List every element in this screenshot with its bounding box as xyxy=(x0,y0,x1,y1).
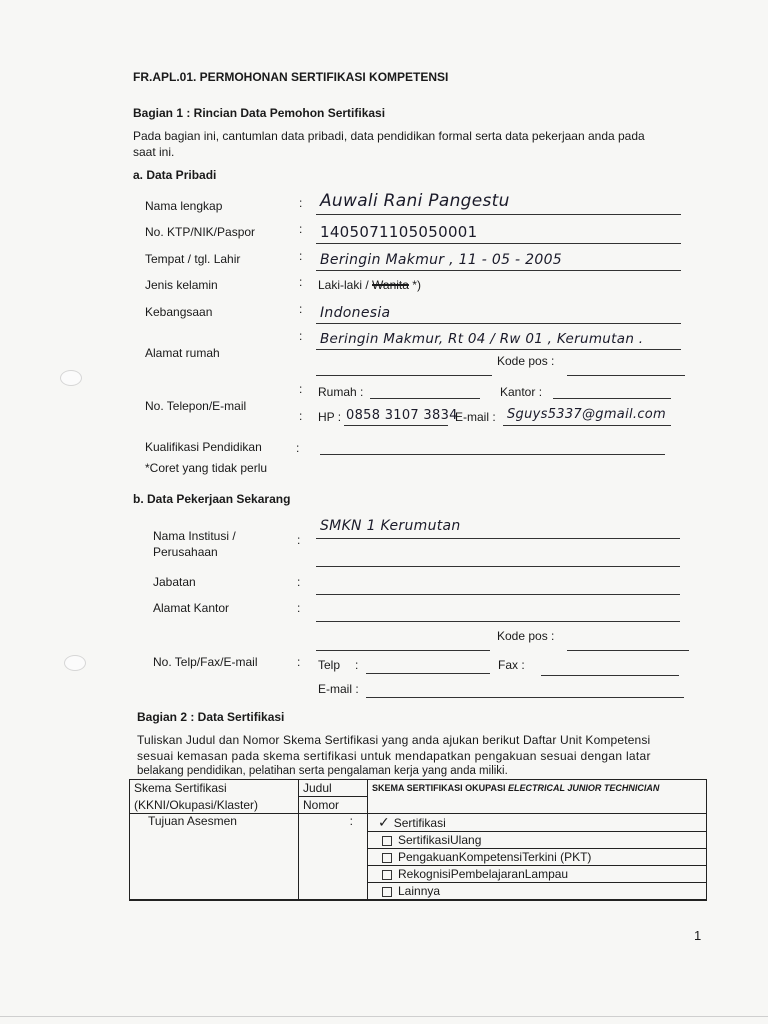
underline-email xyxy=(503,425,671,426)
option-label: Sertifikasi xyxy=(393,816,446,830)
label-kantor: Kantor : xyxy=(500,385,543,399)
subsection-a-heading: a. Data Pribadi xyxy=(133,168,217,182)
checkbox-icon xyxy=(382,870,392,880)
option-sertifikasi[interactable] xyxy=(368,814,707,832)
label-email: E-mail : xyxy=(455,410,496,424)
label-institusi-line1: Nama Institusi / xyxy=(153,529,236,543)
label-kebangsaan: Kebangsaan xyxy=(145,305,213,319)
underline-alamat-kantor xyxy=(316,621,680,622)
section2-intro-line2: sesuai kemasan pada skema sertifikasi untuk mendapatkan pengakuan sesuai dengan latar xyxy=(137,749,651,763)
underline-nama xyxy=(316,214,681,215)
underline-hp xyxy=(344,425,448,426)
cell-skema-title xyxy=(368,780,707,814)
value-kebangsaan: Indonesia xyxy=(320,305,391,321)
subsection-b-heading: b. Data Pekerjaan Sekarang xyxy=(133,492,291,506)
label-kode-pos-rumah: Kode pos : xyxy=(497,354,555,368)
label-kualifikasi: Kualifikasi Pendidikan xyxy=(145,440,262,454)
underline-rumah xyxy=(370,398,480,399)
jk-laki: Laki-laki / xyxy=(318,278,373,292)
section2-intro-line1: Tuliskan Judul dan Nomor Skema Sertifikasi yang anda ajukan berikut Daftar Unit Kompetensi xyxy=(137,733,651,747)
option-label: Lainnya xyxy=(398,884,441,898)
value-alamat: Beringin Makmur, Rt 04 / Rw 01 , Kerumutan . xyxy=(320,331,644,347)
cell-tujuan-colon: : xyxy=(299,814,368,901)
cell-skema-line2: (KKNI/Okupasi/Klaster) xyxy=(130,797,299,814)
cell-skema-line1: Skema Sertifikasi xyxy=(130,780,299,797)
colon: : xyxy=(299,382,303,396)
label-kode-pos-kantor: Kode pos : xyxy=(497,629,555,643)
label-ktp: No. KTP/NIK/Paspor xyxy=(145,225,256,239)
value-ttl: Beringin Makmur , 11 - 05 - 2005 xyxy=(320,252,562,268)
colon: : xyxy=(297,575,301,589)
label-email-kantor: E-mail : xyxy=(318,682,359,696)
punch-hole-bottom xyxy=(64,655,86,671)
underline-jabatan xyxy=(316,594,680,595)
checkbox-icon xyxy=(382,853,392,863)
cell-tujuan xyxy=(130,814,299,901)
skema-title-prefix: SKEMA SERTIFIKASI OKUPASI xyxy=(372,783,509,793)
underline-kode-pos-rumah xyxy=(567,375,685,376)
value-ktp: 1405071105050001 xyxy=(320,223,478,241)
colon: : xyxy=(299,302,303,316)
label-rumah: Rumah : xyxy=(318,385,364,399)
colon: : xyxy=(299,275,303,289)
label-jabatan: Jabatan xyxy=(153,575,196,589)
option-label: RekognisiPembelajaranLampau xyxy=(398,867,569,881)
label-ttl: Tempat / tgl. Lahir xyxy=(145,252,241,266)
label-telepon: No. Telepon/E-mail xyxy=(145,399,247,413)
underline-kode-pos-kantor xyxy=(567,650,689,651)
option-label: PengakuanKompetensiTerkini (PKT) xyxy=(398,850,592,864)
label-alamat: Alamat rumah xyxy=(145,346,220,360)
underline-alamat-2 xyxy=(316,375,492,376)
section2-intro-line3: belakang pendidikan, pelatihan serta pengalaman kerja yang anda miliki. xyxy=(137,765,508,777)
colon: : xyxy=(296,441,300,455)
underline-institusi xyxy=(316,538,680,539)
skema-title-italic: ELECTRICAL JUNIOR TECHNICIAN xyxy=(508,783,660,793)
underline-fax xyxy=(541,675,679,676)
value-nama: Auwali Rani Pangestu xyxy=(320,191,510,211)
note-coret: *Coret yang tidak perlu xyxy=(145,461,268,475)
colon: : xyxy=(355,658,359,672)
label-telp: Telp xyxy=(318,658,341,672)
colon: : xyxy=(297,655,301,669)
section1-intro-line1: Pada bagian ini, cantumlan data pribadi, data pendidikan formal serta data pekerjaan anda pada xyxy=(133,129,645,143)
label-alamat-kantor: Alamat Kantor xyxy=(153,601,230,615)
jk-suffix: *) xyxy=(408,278,421,292)
cell-judul: Judul xyxy=(299,780,368,797)
underline-kualifikasi xyxy=(320,454,665,455)
underline-institusi-2 xyxy=(316,566,680,567)
label-jenis-kelamin: Jenis kelamin xyxy=(145,278,218,292)
section2-heading: Bagian 2 : Data Sertifikasi xyxy=(137,710,285,724)
cell-nomor: Nomor xyxy=(299,797,368,814)
section1-intro-line2: saat ini. xyxy=(133,145,175,159)
colon: : xyxy=(299,249,303,263)
label-fax: Fax : xyxy=(498,658,525,672)
underline-email-kantor xyxy=(366,697,684,698)
form-title: FR.APL.01. PERMOHONAN SERTIFIKASI KOMPETENSI xyxy=(133,70,449,84)
colon: : xyxy=(297,533,301,547)
option-lainnya[interactable] xyxy=(368,883,707,901)
underline-kebangsaan xyxy=(316,323,681,324)
colon: : xyxy=(297,601,301,615)
punch-hole-top xyxy=(60,370,82,386)
underline-ttl xyxy=(316,270,681,271)
underline-telp-kantor xyxy=(366,673,490,674)
colon: : xyxy=(299,196,303,210)
label-nama: Nama lengkap xyxy=(145,199,223,213)
checkmark-icon: ✓ xyxy=(378,814,390,830)
underline-kantor xyxy=(553,398,671,399)
colon: : xyxy=(299,329,303,343)
option-sertifikasi-ulang[interactable] xyxy=(368,832,707,849)
tujuan-label: Tujuan Asesmen xyxy=(148,814,237,828)
label-telp-fax-email: No. Telp/Fax/E-mail xyxy=(153,655,258,669)
skema-sertifikasi-table xyxy=(129,779,707,901)
label-institusi-line2: Perusahaan xyxy=(153,545,218,559)
colon: : xyxy=(299,222,303,236)
page-bottom-edge xyxy=(0,1016,768,1017)
underline-ktp xyxy=(316,243,681,244)
jk-wanita-struck: Wanita xyxy=(372,278,409,292)
value-jenis-kelamin xyxy=(318,278,421,292)
checkbox-icon xyxy=(382,887,392,897)
underline-alamat-kantor-2 xyxy=(316,650,490,651)
section1-heading: Bagian 1 : Rincian Data Pemohon Sertifikasi xyxy=(133,106,386,120)
underline-alamat xyxy=(316,349,681,350)
option-label: SertifikasiUlang xyxy=(398,833,482,847)
page-number: 1 xyxy=(694,928,702,943)
value-hp: 0858 3107 3834 xyxy=(346,408,458,423)
label-hp: HP : xyxy=(318,410,342,424)
value-institusi: SMKN 1 Kerumutan xyxy=(320,518,461,534)
option-pkt[interactable] xyxy=(368,849,707,866)
option-rpl[interactable] xyxy=(368,866,707,883)
checkbox-icon xyxy=(382,836,392,846)
value-email: Sguys5337@gmail.com xyxy=(507,407,666,422)
colon: : xyxy=(299,409,303,423)
